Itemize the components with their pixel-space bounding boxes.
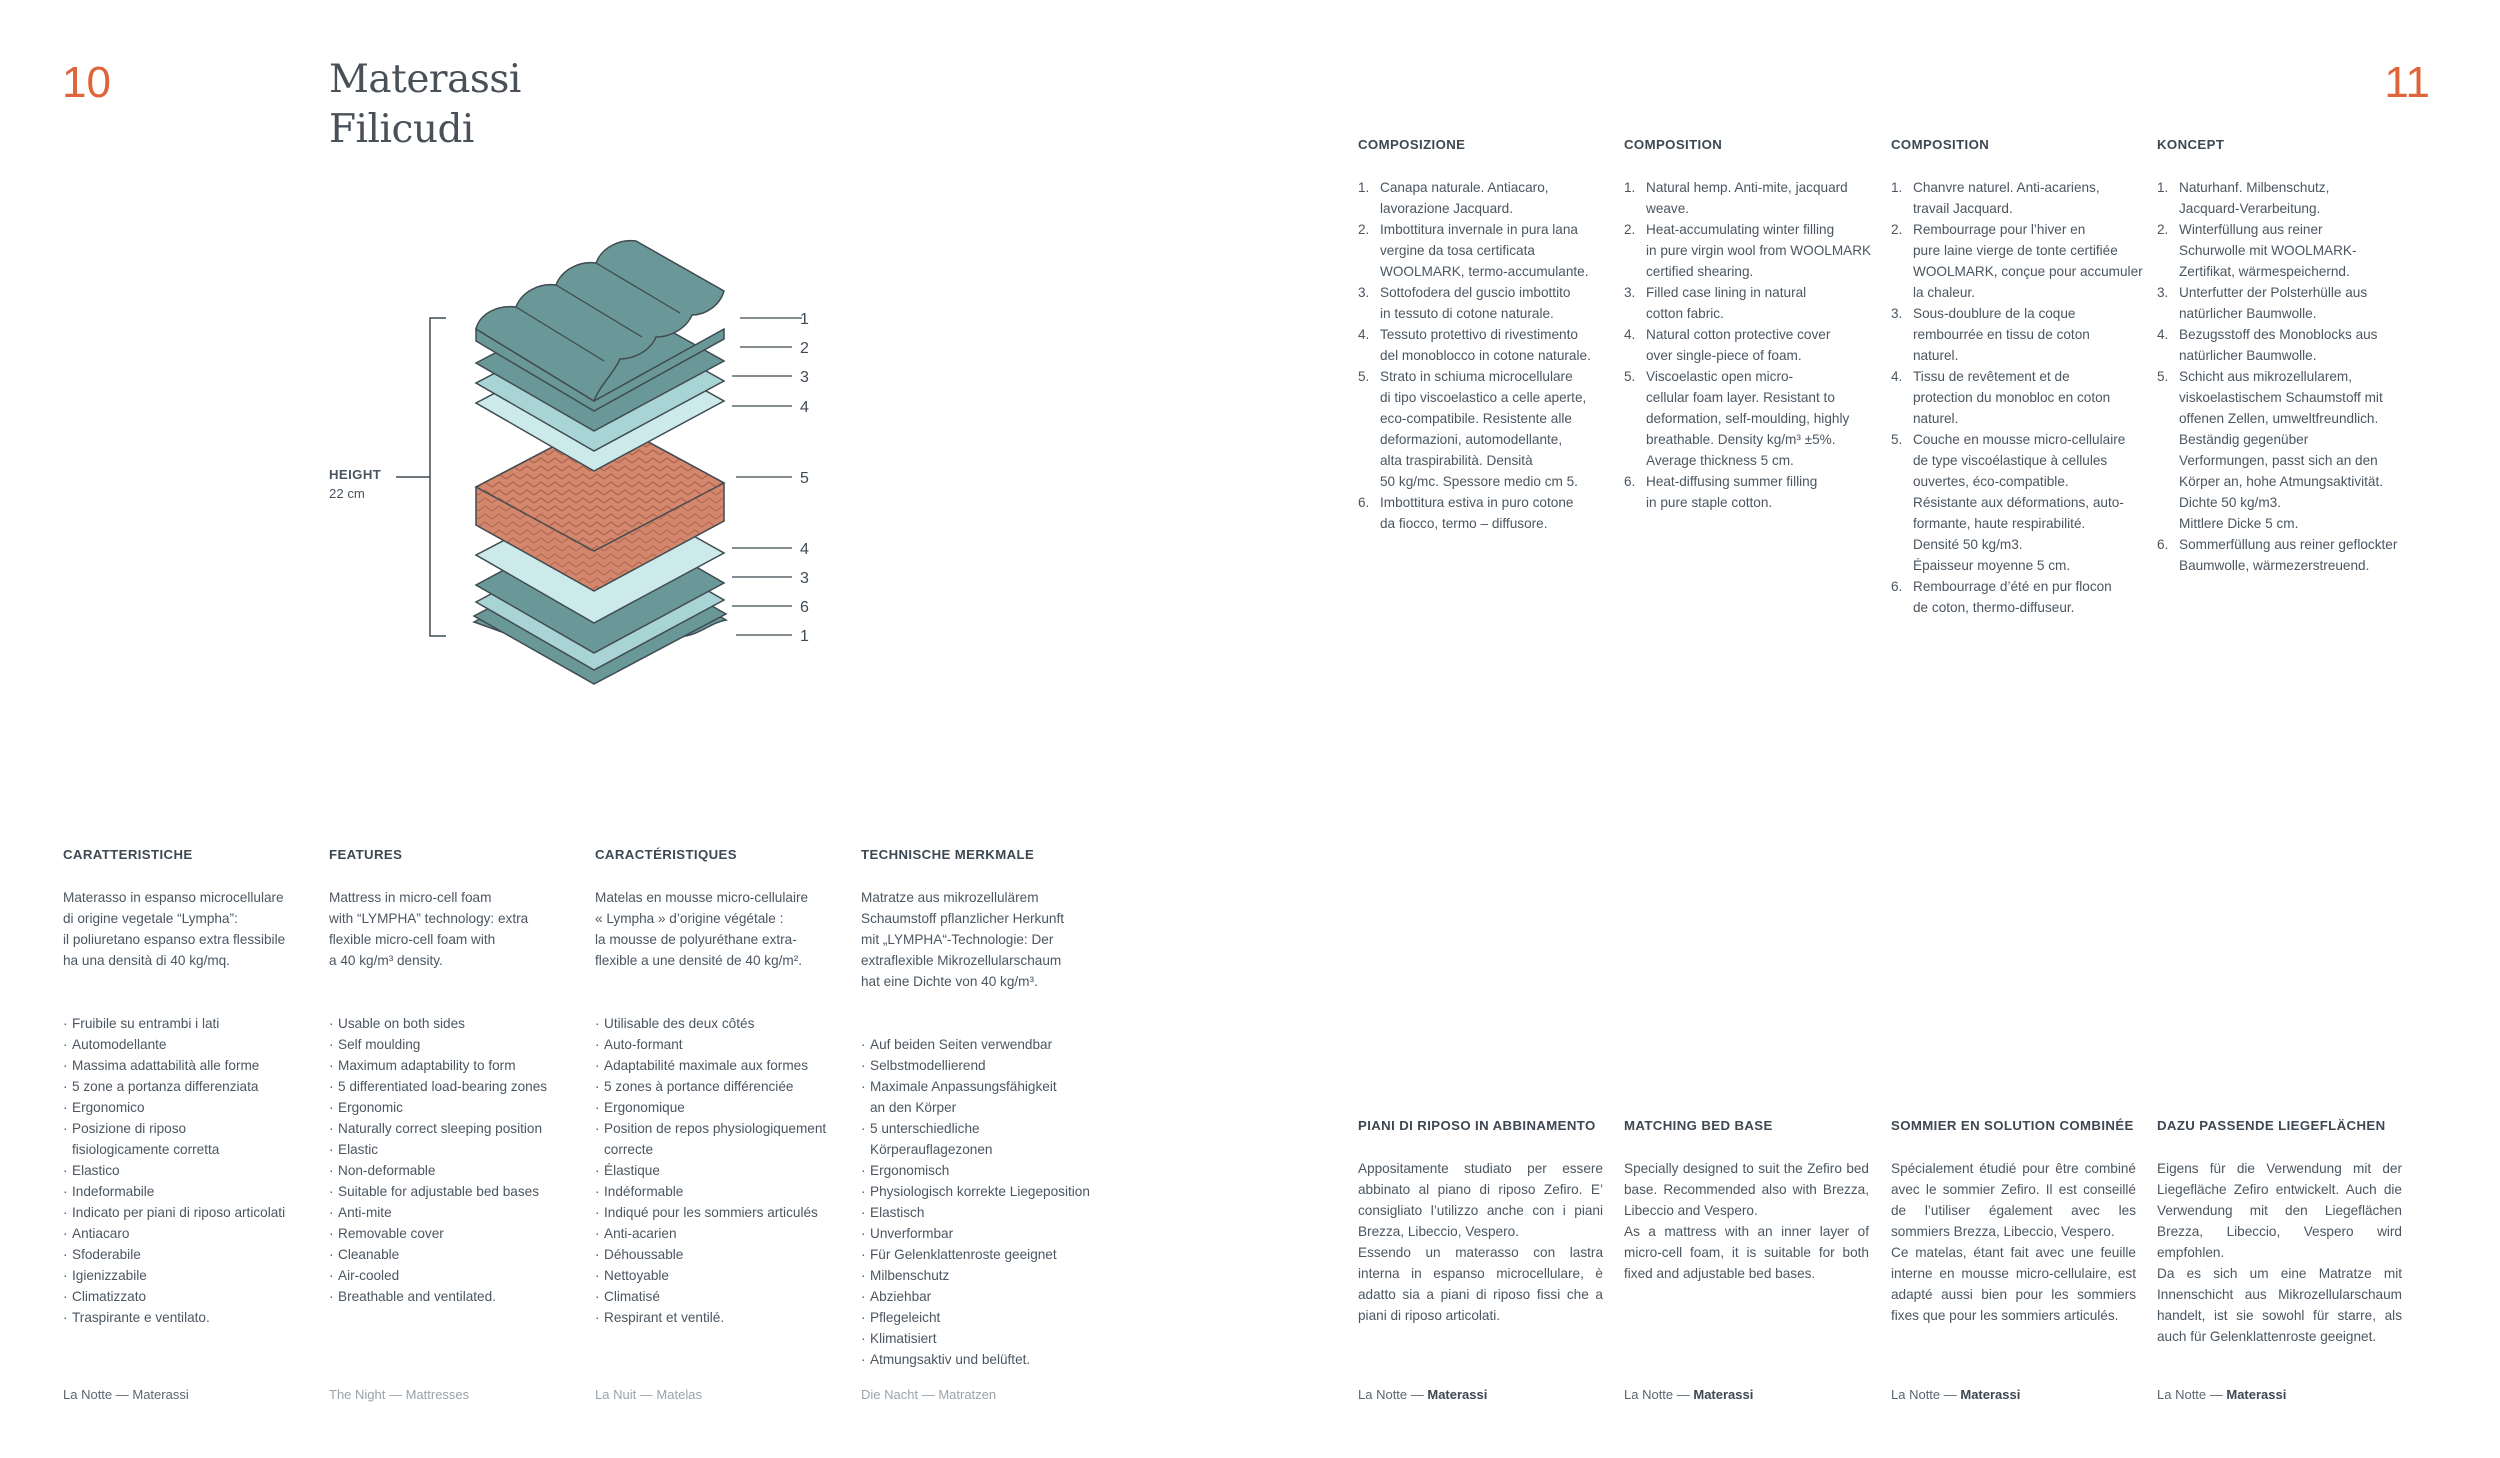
composition-column [2157,134,2412,576]
footer-prefix: La Notte — [1891,1387,1961,1402]
composition-item-number: 3. [1358,285,1370,300]
features-bullet: · Indicato per piani di riposo articolati [63,1202,325,1223]
composition-item-line: Strato in schiuma microcellulare [1380,369,1573,384]
composition-item-line: travail Jacquard. [1913,201,2013,216]
composition-column [1358,134,1613,534]
footer-prefix: The Night — [329,1387,406,1402]
footer-left [861,1387,996,1402]
layer-label-4b: 4 [800,541,809,558]
features-bullet: · Atmungsaktiv und belüftet. [861,1349,1123,1370]
features-bullet-list [595,1013,857,1328]
composition-item-line: deformazioni, automodellante, [1380,432,1563,447]
features-bullet: · Ergonomique [595,1097,857,1118]
features-intro [595,887,857,971]
composition-list [1891,177,2146,618]
composition-item-line: Dichte 50 kg/m3. [2179,495,2281,510]
composition-item-line: Bezugsstoff des Monoblocks aus [2179,327,2378,342]
features-bullet: · Igienizzabile [63,1265,325,1286]
composition-list [2157,177,2412,576]
composition-item-line: di tipo viscoelastico a celle aperte, [1380,390,1587,405]
composition-item-number: 4. [1358,327,1370,342]
features-bullet: · Indeformabile [63,1181,325,1202]
composition-item [2157,324,2412,366]
footer-left [329,1387,469,1402]
composition-item [2157,534,2412,576]
composition-item-line: Mittlere Dicke 5 cm. [2179,516,2299,531]
composition-item-line: Tessuto protettivo di rivestimento [1380,327,1578,342]
features-intro-line: extraflexible Mikrozellularschaum [861,953,1062,968]
composition-item-line: Densité 50 kg/m3. [1913,537,2023,552]
footer-section: Materassi [1427,1387,1488,1402]
composition-item-number: 5. [1358,369,1370,384]
composition-item-line: Couche en mousse micro-cellulaire [1913,432,2126,447]
composition-item-line: Rembourrage d’été en pur flocon [1913,579,2112,594]
composition-item-line: Baumwolle, wärmezerstreuend. [2179,558,2370,573]
composition-item-number: 4. [1891,369,1903,384]
footer-section: Materassi [2226,1387,2287,1402]
composition-item-line: da fiocco, termo – diffusore. [1380,516,1548,531]
features-bullet: · Abziehbar [861,1286,1123,1307]
features-column [63,844,325,1328]
composition-item-number: 2. [1624,222,1636,237]
composition-item [2157,219,2412,282]
composition-item-line: alta traspirabilità. Densità [1380,453,1533,468]
bed-base-column [2157,1115,2402,1347]
features-bullet: · Adaptabilité maximale aux formes [595,1055,857,1076]
composition-item-line: Beständig gegenüber [2179,432,2309,447]
footer-prefix: La Notte — [63,1387,133,1402]
bed-base-paragraph: Appositamente studiato per essere abbinato al piano di riposo Zefiro. E’ consigliato l’utilizzo anche con i piani Brezza, Libeccio, Vespero. [1358,1161,1603,1239]
composition-item-line: naturel. [1913,411,1959,426]
bed-base-paragraph: As a mattress with an inner layer of micro-cell foam, it is suitable for both fixed and adjustable bed bases. [1624,1224,1869,1281]
features-intro-line: hat eine Dichte von 40 kg/m³. [861,974,1038,989]
features-bullet: · Unverformbar [861,1223,1123,1244]
features-intro-line: di origine vegetale “Lympha”: [63,911,238,926]
composition-heading: COMPOSITION [1624,137,1723,152]
features-intro-line: flexible micro-cell foam with [329,932,496,947]
bed-base-column [1624,1115,1869,1284]
composition-item [1358,492,1613,534]
composition-column [1891,134,2146,618]
features-bullet: · Respirant et ventilé. [595,1307,857,1328]
features-intro [63,887,325,971]
composition-item-line: Imbottitura estiva in puro cotone [1380,495,1574,510]
bed-base-column [1891,1115,2136,1326]
features-bullet: · Suitable for adjustable bed bases [329,1181,591,1202]
footer-section: Mattresses [405,1387,470,1402]
bed-base-paragraph: Essendo un materasso con lastra interna in espanso microcellulare, è adatto sia a piani di riposo fissi che a piani di riposo articolati. [1358,1245,1603,1323]
composition-item-line: Heat-accumulating winter filling [1646,222,1835,237]
features-bullet: · Removable cover [329,1223,591,1244]
composition-item-line: deformation, self-moulding, highly [1646,411,1850,426]
features-bullet: · Posizione di riposo fisiologicamente corretta [63,1118,325,1160]
composition-item-line: Sous-doublure de la coque [1913,306,2076,321]
bed-base-heading: DAZU PASSENDE LIEGEFLÄCHEN [2157,1118,2386,1133]
composition-item-line: ouvertes, éco-compatible. [1913,474,2069,489]
features-bullet: · Ergonomico [63,1097,325,1118]
features-intro-line: « Lympha » d’origine végétale : [595,911,784,926]
composition-item-number: 1. [1891,180,1903,195]
features-bullet: · Massima adattabilità alle forme [63,1055,325,1076]
composition-item-line: Natural hemp. Anti-mite, jacquard [1646,180,1848,195]
features-bullet: · Breathable and ventilated. [329,1286,591,1307]
composition-item-line: natürlicher Baumwolle. [2179,348,2317,363]
features-column [861,844,1123,1370]
features-bullet-list [861,1034,1123,1370]
composition-item-line: Imbottitura invernale in pura lana [1380,222,1578,237]
features-bullet: · Anti-acarien [595,1223,857,1244]
features-bullet: · 5 zones à portance différenciée [595,1076,857,1097]
composition-item-line: over single-piece of foam. [1646,348,1802,363]
layer-label-4: 4 [800,399,809,416]
composition-item [1891,429,2146,576]
features-bullet: · Climatisé [595,1286,857,1307]
title-line-1: Materassi [329,57,521,102]
composition-item-line: offenen Zellen, umweltfreundlich. [2179,411,2379,426]
features-bullet: · Auto-formant [595,1034,857,1055]
composition-item-line: protection du monobloc en coton [1913,390,2111,405]
bed-base-paragraph: Ce matelas, étant fait avec une feuille interne en mousse micro-cellulaire, est adapté aussi bien pour les sommiers fixes que pour les sommiers articulés. [1891,1245,2136,1323]
features-bullet: · Elastisch [861,1202,1123,1223]
composition-item-number: 6. [1891,579,1903,594]
bed-base-heading: MATCHING BED BASE [1624,1118,1773,1133]
features-bullet: · Anti-mite [329,1202,591,1223]
composition-item-line: Rembourrage pour l’hiver en [1913,222,2086,237]
composition-item-line: cotton fabric. [1646,306,1724,321]
composition-item-number: 1. [2157,180,2169,195]
features-bullet: · Maximale Anpassungsfähigkeit an den Körper [861,1076,1123,1118]
composition-list [1624,177,1879,513]
features-intro-line: Mattress in micro-cell foam [329,890,492,905]
composition-item-line: Chanvre naturel. Anti-acariens, [1913,180,2100,195]
bed-base-paragraph: Eigens für die Verwendung mit der Liegefläche Zefiro entwickelt. Auch die Verwendung mit den Liegeflächen Brezza, Libeccio, Vespero wird empfohlen. [2157,1161,2402,1260]
composition-item [1891,219,2146,303]
layer-label-6: 6 [800,599,809,616]
composition-column [1624,134,1879,513]
composition-item-number: 2. [1358,222,1370,237]
features-bullet: · Traspirante e ventilato. [63,1307,325,1328]
features-intro-line: with “LYMPHA” technology: extra [329,911,529,926]
composition-item-line: Sommerfüllung aus reiner geflockter [2179,537,2398,552]
composition-item-number: 6. [1624,474,1636,489]
features-bullet: · Elastico [63,1160,325,1181]
height-label-title: HEIGHT [329,467,382,482]
composition-item-number: 3. [2157,285,2169,300]
footer-prefix: Die Nacht — [861,1387,939,1402]
composition-item-number: 3. [1624,285,1636,300]
footer-section: Materassi [1693,1387,1754,1402]
height-label [329,465,381,503]
composition-item [2157,366,2412,534]
features-intro-line: mit „LYMPHA“-Technologie: Der [861,932,1054,947]
footer-prefix: La Notte — [1358,1387,1428,1402]
features-bullet: · Utilisable des deux côtés [595,1013,857,1034]
composition-item [1891,177,2146,219]
footer-section: Materassi [132,1387,189,1402]
composition-item-line: certified shearing. [1646,264,1754,279]
features-intro-line: il poliuretano espanso extra flessibile [63,932,286,947]
footer-right [1358,1387,1487,1402]
composition-item-line: Sottofodera del guscio imbottito [1380,285,1571,300]
layer-label-2: 2 [800,340,809,357]
features-bullet: · Auf beiden Seiten verwendbar [861,1034,1123,1055]
height-label-value: 22 cm [329,486,365,501]
features-bullet: · Fruibile su entrambi i lati [63,1013,325,1034]
bed-base-heading: SOMMIER EN SOLUTION COMBINÉE [1891,1118,2134,1133]
layer-label-5: 5 [800,470,809,487]
composition-heading: COMPOSITION [1891,137,1990,152]
composition-item [1358,324,1613,366]
features-bullet-list [63,1013,325,1328]
composition-item-line: in pure virgin wool from WOOLMARK [1646,243,1872,258]
composition-item-line: eco-compatibile. Resistente alle [1380,411,1572,426]
features-column [595,844,857,1328]
composition-item [1891,366,2146,429]
features-bullet: · Naturally correct sleeping position [329,1118,591,1139]
composition-item-line: formante, haute respirabilité. [1913,516,2086,531]
layer-label-1b: 1 [800,628,809,645]
features-bullet: · Physiologisch korrekte Liegeposition [861,1181,1123,1202]
composition-item-line: cellular foam layer. Resistant to [1646,390,1835,405]
composition-item-line: Körper an, hohe Atmungsaktivität. [2179,474,2384,489]
composition-item-line: del monoblocco in cotone naturale. [1380,348,1591,363]
composition-item-line: Schicht aus mikrozellularem, [2179,369,2353,384]
features-bullet: · Klimatisiert [861,1328,1123,1349]
features-intro [861,887,1123,992]
bed-base-paragraph: Da es sich um eine Matratze mit Innenschicht aus Mikrozellularschaum handelt, ist sie sowohl für starre, als auch für Gelenklattenroste geeignet. [2157,1266,2402,1344]
footer-prefix: La Notte — [1624,1387,1694,1402]
composition-item-number: 2. [2157,222,2169,237]
features-bullet: · Déhoussable [595,1244,857,1265]
features-bullet: · Climatizzato [63,1286,325,1307]
features-bullet: · Maximum adaptability to form [329,1055,591,1076]
composition-item-number: 5. [1891,432,1903,447]
features-bullet: · Usable on both sides [329,1013,591,1034]
features-bullet: · Für Gelenklattenroste geeignet [861,1244,1123,1265]
composition-item-line: Winterfüllung aus reiner [2179,222,2323,237]
bed-base-paragraph: Spécialement étudié pour être combiné avec le sommier Zefiro. Il est conseillé de l’utiliser également avec les sommiers Brezza, Libeccio, Vespero. [1891,1161,2136,1239]
composition-item-line: lavorazione Jacquard. [1380,201,1513,216]
page-title [329,55,521,155]
composition-item [1891,576,2146,618]
features-bullet: · Selbstmodellierend [861,1055,1123,1076]
features-bullet: · Indiqué pour les sommiers articulés [595,1202,857,1223]
composition-item-line: Heat-diffusing summer filling [1646,474,1818,489]
composition-item-line: la chaleur. [1913,285,1975,300]
features-bullet: · Sfoderabile [63,1244,325,1265]
composition-item-line: Canapa naturale. Antiacaro, [1380,180,1549,195]
composition-item [2157,282,2412,324]
features-intro-line: Matelas en mousse micro-cellulaire [595,890,809,905]
composition-item-number: 5. [2157,369,2169,384]
features-bullet: · Position de repos physiologiquement correcte [595,1118,857,1160]
bed-base-paragraph: Specially designed to suit the Zefiro bed base. Recommended also with Brezza, Libeccio and Vespero. [1624,1161,1869,1218]
features-bullet: · 5 unterschiedliche Körperauflagezonen [861,1118,1123,1160]
composition-item-line: natürlicher Baumwolle. [2179,306,2317,321]
features-intro-line: la mousse de polyuréthane extra- [595,932,797,947]
composition-item [1891,303,2146,366]
composition-item-line: Viscoelastic open micro- [1646,369,1794,384]
footer-prefix: La Nuit — [595,1387,657,1402]
features-heading: TECHNISCHE MERKMALE [861,847,1035,862]
features-bullet: · Milbenschutz [861,1265,1123,1286]
composition-item-line: Verformungen, passt sich an den [2179,453,2378,468]
mattress-layers-diagram [380,225,840,735]
composition-item-line: Zertifikat, wärmespeichernd. [2179,264,2350,279]
composition-item-line: Épaisseur moyenne 5 cm. [1913,558,2071,573]
footer-section: Materassi [1960,1387,2021,1402]
composition-item [1624,177,1879,219]
footer-right [1624,1387,1753,1402]
composition-item-line: Filled case lining in natural [1646,285,1807,300]
features-bullet: · Air-cooled [329,1265,591,1286]
features-intro-line: Materasso in espanso microcellulare [63,890,284,905]
footer-right [2157,1387,2286,1402]
composition-item-line: WOOLMARK, termo-accumulante. [1380,264,1589,279]
features-heading: FEATURES [329,847,403,862]
composition-item-line: breathable. Density kg/m³ ±5%. [1646,432,1836,447]
footer-section: Matratzen [938,1387,997,1402]
composition-item-number: 5. [1624,369,1636,384]
composition-item-line: viskoelastischem Schaumstoff mit [2179,390,2383,405]
page-number-left: 10 [62,58,111,107]
footer-section: Matelas [656,1387,702,1402]
composition-item-number: 4. [1624,327,1636,342]
composition-item [1624,324,1879,366]
layer-label-3: 3 [800,369,809,386]
features-bullet: · Self moulding [329,1034,591,1055]
features-intro [329,887,591,971]
features-bullet: · 5 differentiated load-bearing zones [329,1076,591,1097]
features-bullet: · Ergonomisch [861,1160,1123,1181]
composition-item [1624,471,1879,513]
composition-item [1358,282,1613,324]
composition-item-number: 1. [1624,180,1636,195]
features-heading: CARACTÉRISTIQUES [595,847,737,862]
layer-label-3b: 3 [800,570,809,587]
composition-heading: COMPOSIZIONE [1358,137,1466,152]
composition-item-line: in pure staple cotton. [1646,495,1773,510]
footer-left [63,1387,189,1402]
composition-item-line: Natural cotton protective cover [1646,327,1831,342]
features-bullet: · Elastic [329,1139,591,1160]
composition-item [1624,219,1879,282]
composition-item-line: weave. [1646,201,1690,216]
composition-item-line: Schurwolle mit WOOLMARK- [2179,243,2357,258]
features-bullet: · Antiacaro [63,1223,325,1244]
composition-item [1358,219,1613,282]
bed-base-heading: PIANI DI RIPOSO IN ABBINAMENTO [1358,1118,1596,1133]
composition-item [1358,177,1613,219]
composition-item-number: 1. [1358,180,1370,195]
height-bracket [430,318,446,636]
features-heading: CARATTERISTICHE [63,847,193,862]
features-bullet: · Ergonomic [329,1097,591,1118]
footer-prefix: La Notte — [2157,1387,2227,1402]
composition-item-line: Résistante aux déformations, auto- [1913,495,2124,510]
features-bullet: · 5 zone a portanza differenziata [63,1076,325,1097]
features-bullet: · Pflegeleicht [861,1307,1123,1328]
composition-item-line: de type viscoélastique à cellules [1913,453,2108,468]
features-bullet: · Cleanable [329,1244,591,1265]
title-line-2: Filicudi [329,107,474,152]
composition-list [1358,177,1613,534]
composition-item-number: 6. [1358,495,1370,510]
features-intro-line: Matratze aus mikrozellulärem [861,890,1039,905]
composition-item-number: 3. [1891,306,1903,321]
composition-item [2157,177,2412,219]
composition-item-number: 4. [2157,327,2169,342]
composition-item-line: in tessuto di cotone naturale. [1380,306,1554,321]
composition-item-line: Unterfutter der Polsterhülle aus [2179,285,2368,300]
footer-left [595,1387,702,1402]
page-number-right: 11 [2384,58,2430,107]
composition-item-line: Jacquard-Verarbeitung. [2179,201,2321,216]
composition-item-line: Naturhanf. Milbenschutz, [2179,180,2330,195]
layer-callouts [732,311,809,645]
composition-item-line: de coton, thermo-diffuseur. [1913,600,2075,615]
features-bullet: · Nettoyable [595,1265,857,1286]
bed-base-column [1358,1115,1603,1326]
features-bullet: · Indéformable [595,1181,857,1202]
features-column [329,844,591,1307]
composition-item-line: 50 kg/mc. Spessore medio cm 5. [1380,474,1578,489]
features-intro-line: flexible a une densité de 40 kg/m². [595,953,803,968]
composition-item-line: Tissu de revêtement et de [1913,369,2070,384]
composition-item-line: Average thickness 5 cm. [1646,453,1794,468]
composition-item-line: naturel. [1913,348,1959,363]
features-intro-line: ha una densità di 40 kg/mq. [63,953,231,968]
composition-item-line: pure laine vierge de tonte certifiée [1913,243,2118,258]
composition-item [1624,282,1879,324]
composition-item [1358,366,1613,492]
features-intro-line: a 40 kg/m³ density. [329,953,443,968]
features-bullet: · Automodellante [63,1034,325,1055]
features-bullet-list [329,1013,591,1307]
layer-label-1: 1 [800,311,809,328]
composition-item-line: WOOLMARK, conçue pour accumuler [1913,264,2143,279]
features-bullet: · Élastique [595,1160,857,1181]
composition-item-line: rembourrée en tissu de coton [1913,327,2090,342]
composition-heading: KONCEPT [2157,137,2225,152]
composition-item [1624,366,1879,471]
features-intro-line: Schaumstoff pflanzlicher Herkunft [861,911,1064,926]
composition-item-line: vergine da tosa certificata [1380,243,1535,258]
composition-item-number: 6. [2157,537,2169,552]
features-bullet: · Non-deformable [329,1160,591,1181]
composition-item-number: 2. [1891,222,1903,237]
footer-right [1891,1387,2020,1402]
